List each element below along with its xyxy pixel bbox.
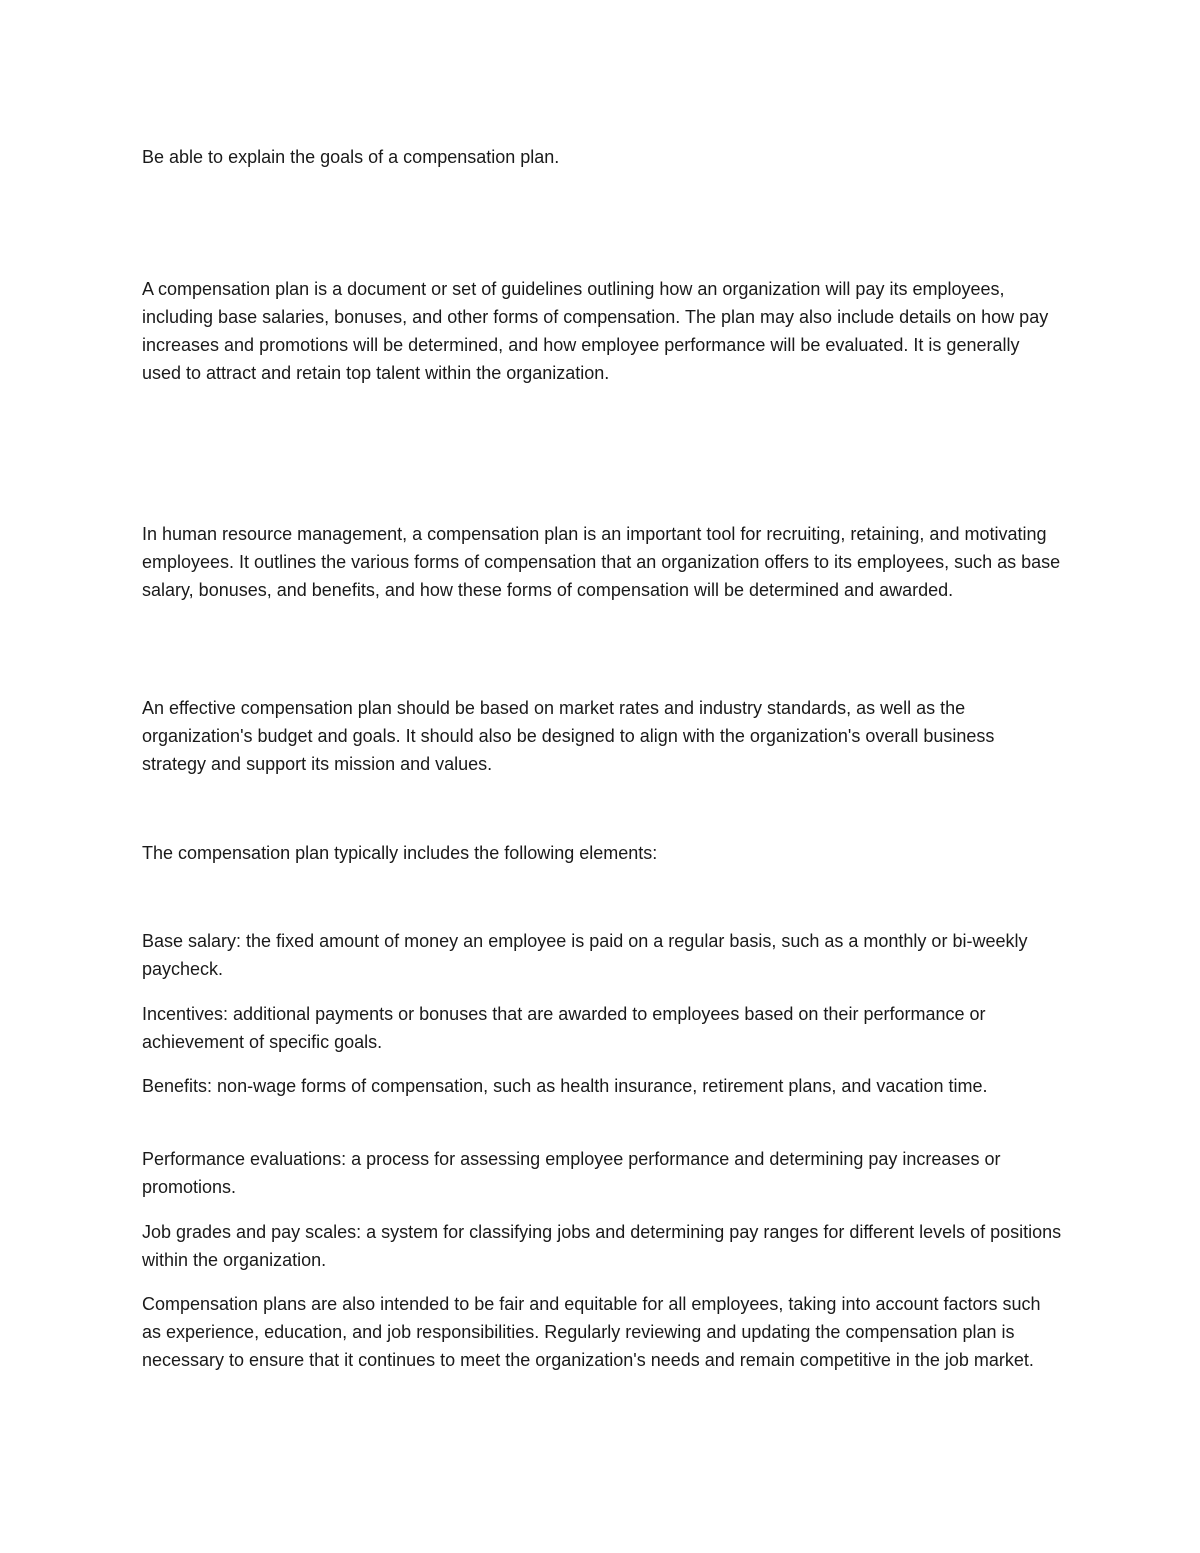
element-job-grades: Job grades and pay scales: a system for classifying jobs and determining pay ranges for different levels of positions within the organization. [142,1222,1062,1270]
element-benefits: Benefits: non-wage forms of compensation, such as health insurance, retirement plans, and vacation time. [142,1076,988,1096]
paragraph-elements-intro: The compensation plan typically includes the following elements: [142,843,658,863]
element-base-salary: Base salary: the fixed amount of money an employee is paid on a regular basis, such as a monthly or bi-weekly paycheck. [142,931,1028,979]
paragraph-fairness: Compensation plans are also intended to be fair and equitable for all employees, taking into account factors such as experience, education, and job responsibilities. Regularly reviewing and updating the compensation plan is necessary to ensure that it continues to meet the organization's needs and remain competitive in the job market. [142,1294,1041,1370]
element-incentives: Incentives: additional payments or bonuses that are awarded to employees based on their performance or achievement of specific goals. [142,1004,986,1052]
element-performance-evaluations: Performance evaluations: a process for assessing employee performance and determining pay increases or promotions. [142,1149,1001,1197]
paragraph-hrm: In human resource management, a compensation plan is an important tool for recruiting, retaining, and motivating employees. It outlines the various forms of compensation that an organization offers to its employees, such as base salary, bonuses, and benefits, and how these forms of compensation will be determined and awarded. [142,524,1061,600]
paragraph-definition: A compensation plan is a document or set of guidelines outlining how an organization will pay its employees, including base salaries, bonuses, and other forms of compensation. The plan may also include details on how pay increases and promotions will be determined, and how employee performance will be evaluated. It is generally used to attract and retain top talent within the organization. [142,279,1049,383]
question-heading: Be able to explain the goals of a compensation plan. [142,147,560,167]
paragraph-effective-plan: An effective compensation plan should be based on market rates and industry standards, as well as the organization's budget and goals. It should also be designed to align with the organization's overall business strategy and support its mission and values. [142,698,995,774]
